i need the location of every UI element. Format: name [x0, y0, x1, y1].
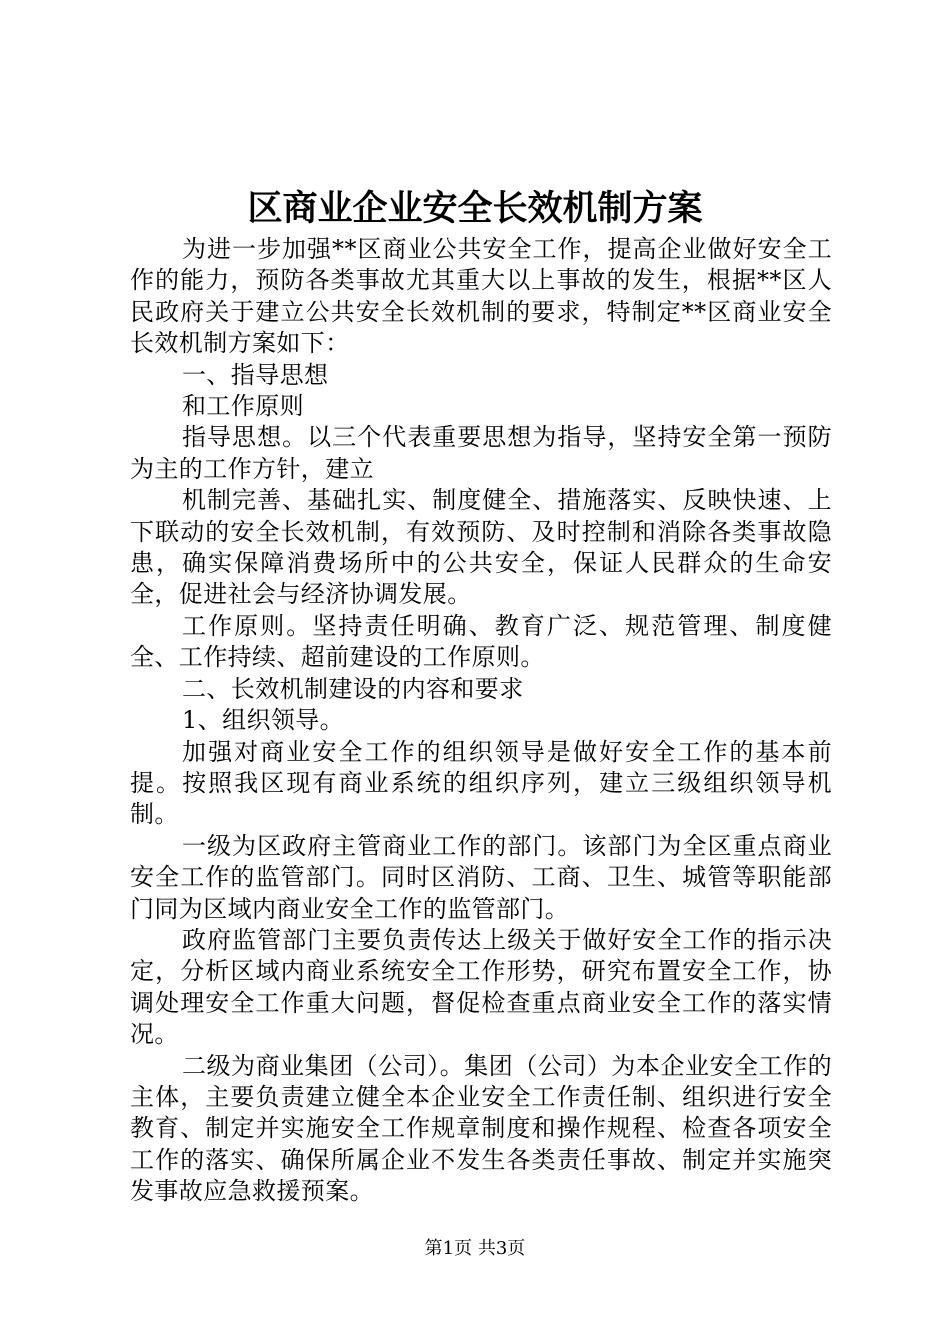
heading-guiding-thought: 一、指导思想 [182, 360, 329, 389]
paragraph-work-principle: 工作原则。坚持责任明确、教育广泛、规范管理、制度健全、工作持续、超前建设的工作原则。 [130, 611, 832, 672]
paragraph-level-one: 一级为区政府主管商业工作的部门。该部门为全区重点商业安全工作的监管部门。同时区消防、工商、卫生、城管等职能部门同为区域内商业安全工作的监管部门。 [130, 831, 832, 923]
document-title: 区商业企业安全长效机制方案 [247, 188, 703, 229]
paragraph-guiding-thought: 指导思想。以三个代表重要思想为指导，坚持安全第一预防为主的工作方针，建立 [130, 423, 832, 483]
paragraph-organization: 加强对商业安全工作的组织领导是做好安全工作的基本前提。按照我区现有商业系统的组织序列，建立三级组织领导机制。 [130, 737, 832, 829]
document-body [130, 234, 832, 1208]
page-footer: 第1页 共3页 [424, 1238, 526, 1259]
paragraph-level-two: 二级为商业集团（公司）。集团（公司）为本企业安全工作的主体，主要负责建立健全本企业安全工作责任制、组织进行安全教育、制定并实施安全工作规章制度和操作规程、检查各项安全工作的落实、确保所属企业不发生各类责任事故、制定并实施突发事故应急救援预案。 [130, 1051, 832, 1206]
heading-work-principle: 和工作原则 [182, 392, 304, 421]
heading-content-requirements: 二、长效机制建设的内容和要求 [182, 674, 524, 703]
heading-organization: 1、组织领导。 [182, 706, 345, 735]
paragraph-government-duty: 政府监管部门主要负责传达上级关于做好安全工作的指示决定，分析区域内商业系统安全工作形势，研究布置安全工作，协调处理安全工作重大问题，督促检查重点商业安全工作的落实情况。 [130, 925, 832, 1049]
paragraph-intro: 为进一步加强**区商业公共安全工作，提高企业做好安全工作的能力，预防各类事故尤其重大以上事故的发生，根据**区人民政府关于建立公共安全长效机制的要求，特制定**区商业安全长效机制方案如下： [130, 235, 832, 358]
paragraph-mechanism: 机制完善、基础扎实、制度健全、措施落实、反映快速、上下联动的安全长效机制，有效预防、及时控制和消除各类事故隐患，确实保障消费场所中的公共安全，保证人民群众的生命安全，促进社会与经济协调发展。 [130, 486, 832, 609]
